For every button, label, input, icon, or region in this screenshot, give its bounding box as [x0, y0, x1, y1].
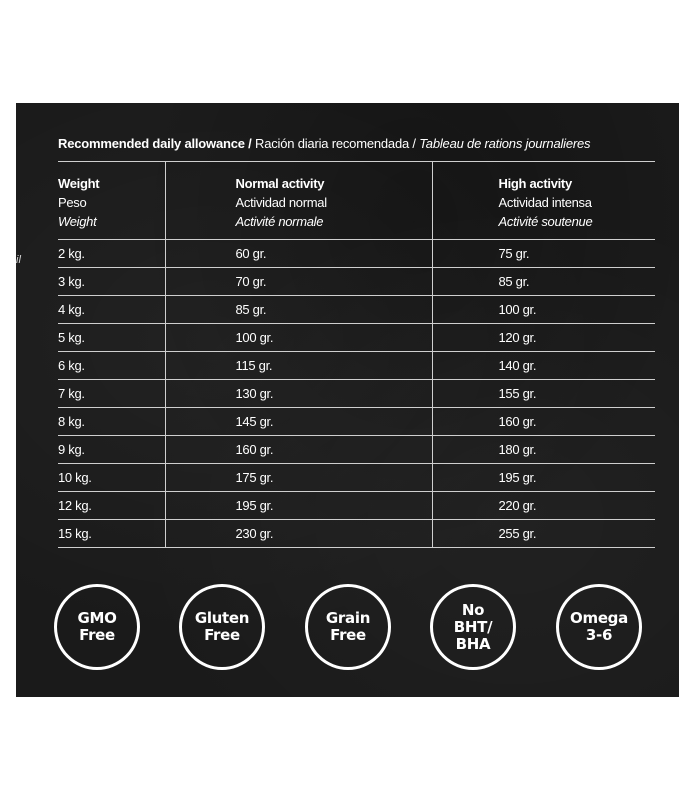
cell-weight: 4 kg. — [58, 295, 165, 323]
badge-omega-3-6 — [556, 584, 642, 670]
cell-high: 155 gr. — [432, 379, 655, 407]
cell-high: 180 gr. — [432, 435, 655, 463]
badge-label: Grain Free — [325, 609, 371, 644]
cell-high: 140 gr. — [432, 351, 655, 379]
cell-high: 160 gr. — [432, 407, 655, 435]
header-high-fr: Activité soutenue — [498, 214, 593, 229]
cell-normal: 85 gr. — [165, 295, 432, 323]
cell-weight: 5 kg. — [58, 323, 165, 351]
header-high-es: Actividad intensa — [498, 195, 592, 210]
cell-normal: 100 gr. — [165, 323, 432, 351]
cell-high: 100 gr. — [432, 295, 655, 323]
header-weight — [58, 162, 165, 239]
header-normal-es: Actividad normal — [235, 195, 327, 210]
cell-weight: 12 kg. — [58, 491, 165, 519]
header-normal-en: Normal activity — [235, 176, 325, 191]
header-normal-fr: Activité normale — [235, 214, 324, 229]
table-row — [58, 407, 655, 435]
cell-weight: 7 kg. — [58, 379, 165, 407]
cell-high: 255 gr. — [432, 519, 655, 547]
header-high-activity — [432, 162, 655, 239]
table-row — [58, 379, 655, 407]
cell-high: 75 gr. — [432, 239, 655, 267]
side-text-fragment: il — [16, 254, 21, 266]
cell-weight: 6 kg. — [58, 351, 165, 379]
header-weight-es: Peso — [58, 195, 87, 210]
cell-weight: 10 kg. — [58, 463, 165, 491]
cell-weight: 2 kg. — [58, 239, 165, 267]
header-high-en: High activity — [498, 176, 572, 191]
cell-weight: 3 kg. — [58, 267, 165, 295]
title-french: Tableau de rations journalieres — [419, 136, 591, 151]
table-row — [58, 267, 655, 295]
cell-normal: 175 gr. — [165, 463, 432, 491]
table-row — [58, 351, 655, 379]
cell-weight: 15 kg. — [58, 519, 165, 547]
title-spanish: Ración diaria recomendada / — [251, 136, 420, 151]
badge-label: Gluten Free — [194, 609, 250, 644]
badge-label: Omega 3-6 — [570, 609, 628, 644]
cell-normal: 230 gr. — [165, 519, 432, 547]
header-weight-en: Weight — [58, 176, 100, 191]
header-weight-fr: Weight — [58, 214, 97, 229]
table-row — [58, 491, 655, 519]
table-row — [58, 435, 655, 463]
cell-high: 85 gr. — [432, 267, 655, 295]
badge-label: GMO Free — [77, 609, 117, 644]
table-row — [58, 239, 655, 267]
badge-no-bht-bha — [430, 584, 516, 670]
cell-high: 195 gr. — [432, 463, 655, 491]
cell-normal: 60 gr. — [165, 239, 432, 267]
badge-gmo-free — [54, 584, 140, 670]
cell-normal: 195 gr. — [165, 491, 432, 519]
badge-grain-free — [305, 584, 391, 670]
product-info-panel — [16, 103, 679, 697]
cell-normal: 70 gr. — [165, 267, 432, 295]
badge-label: No BHT/ BHA — [453, 600, 493, 653]
cell-normal: 145 gr. — [165, 407, 432, 435]
cell-high: 220 gr. — [432, 491, 655, 519]
allowance-title — [58, 136, 590, 151]
feature-badges — [54, 584, 654, 676]
table-row — [58, 463, 655, 491]
cell-weight: 9 kg. — [58, 435, 165, 463]
cell-normal: 115 gr. — [165, 351, 432, 379]
table-row — [58, 295, 655, 323]
cell-weight: 8 kg. — [58, 407, 165, 435]
table-row — [58, 519, 655, 547]
table-header-row — [58, 162, 655, 239]
cell-normal: 160 gr. — [165, 435, 432, 463]
daily-allowance-table — [58, 162, 655, 548]
cell-high: 120 gr. — [432, 323, 655, 351]
header-normal-activity — [165, 162, 432, 239]
title-english: Recommended daily allowance / — [58, 136, 252, 151]
table-row — [58, 323, 655, 351]
badge-gluten-free — [179, 584, 265, 670]
cell-normal: 130 gr. — [165, 379, 432, 407]
